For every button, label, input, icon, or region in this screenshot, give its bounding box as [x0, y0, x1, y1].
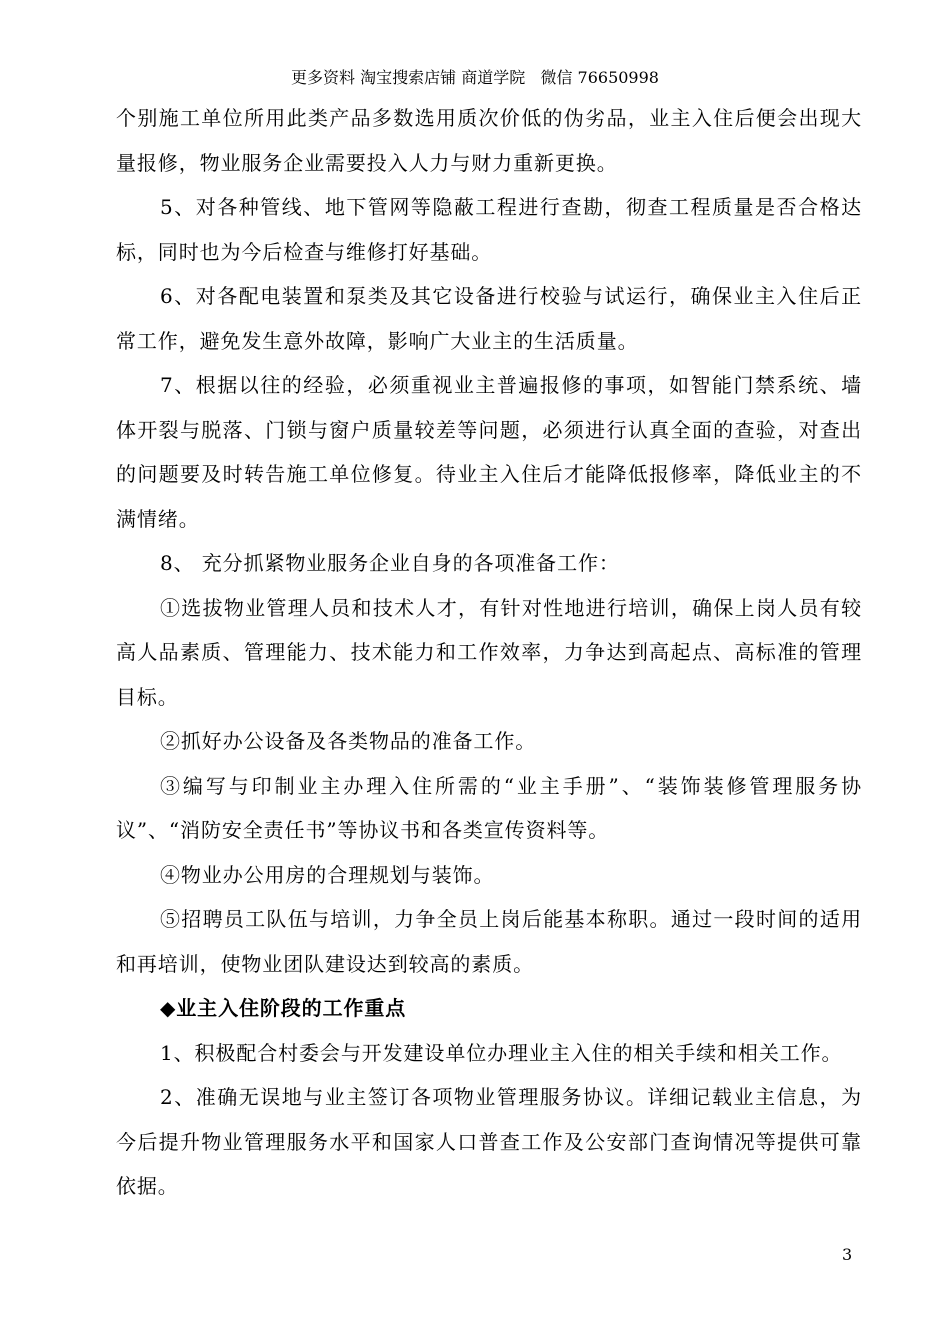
paragraph-move-in-item-1: 1、积极配合村委会与开发建设单位办理业主入住的相关手续和相关工作。 — [160, 1040, 843, 1065]
paragraph-sub-item-5: ⑤招聘员工队伍与培训，力争全员上岗后能基本称职。通过一段时间的适用和再培训，使物业团队建设达到较高的素质。 — [116, 907, 862, 976]
section-heading: ◆业主入住阶段的工作重点 — [160, 996, 407, 1020]
page-header: 更多资料 淘宝搜索店铺 商道学院 微信 76650998 — [291, 68, 659, 87]
paragraph-sub-item-4: ④物业办公用房的合理规划与装饰。 — [160, 862, 495, 887]
page-number: 3 — [842, 1245, 853, 1264]
paragraph-sub-item-1: ①选拔物业管理人员和技术人才，有针对性地进行培训，确保上岗人员有较高人品素质、管理能力、技术能力和工作效率，力争达到高起点、高标准的管理目标。 — [116, 595, 862, 709]
paragraph-item-5: 5、对各种管线、地下管网等隐蔽工程进行查勘，彻查工程质量是否合格达标，同时也为今后检查与维修打好基础。 — [116, 195, 862, 264]
paragraph-item-7: 7、根据以往的经验，必须重视业主普遍报修的事项，如智能门禁系统、墙体开裂与脱落、门锁与窗户质量较差等问题，必须进行认真全面的查验，对查出的问题要及时转告施工单位修复。待业主入住后才能降低报修率，降低业主的不满情绪。 — [116, 373, 862, 531]
paragraph-sub-item-2: ②抓好办公设备及各类物品的准备工作。 — [160, 729, 537, 753]
document-body — [116, 96, 862, 1209]
paragraph-item-6: 6、对各配电装置和泵类及其它设备进行校验与试运行，确保业主入住后正常工作，避免发生意外故障，影响广大业主的生活质量。 — [116, 284, 862, 353]
paragraph-sub-item-3: ③编写与印制业主办理入住所需的“业主手册”、“装饰装修管理服务协议”、“消防安全责任书”等协议书和各类宣传资料等。 — [116, 773, 862, 842]
paragraph-continuation: 个别施工单位所用此类产品多数选用质次价低的伪劣品，业主入住后便会出现大量报修，物业服务企业需要投入人力与财力重新更换。 — [116, 106, 862, 175]
paragraph-move-in-item-2: 2、准确无误地与业主签订各项物业管理服务协议。详细记载业主信息，为今后提升物业管理服务水平和国家人口普查工作及公安部门查询情况等提供可靠依据。 — [116, 1085, 862, 1198]
paragraph-item-8: 8、 充分抓紧物业服务企业自身的各项准备工作： — [160, 551, 620, 575]
